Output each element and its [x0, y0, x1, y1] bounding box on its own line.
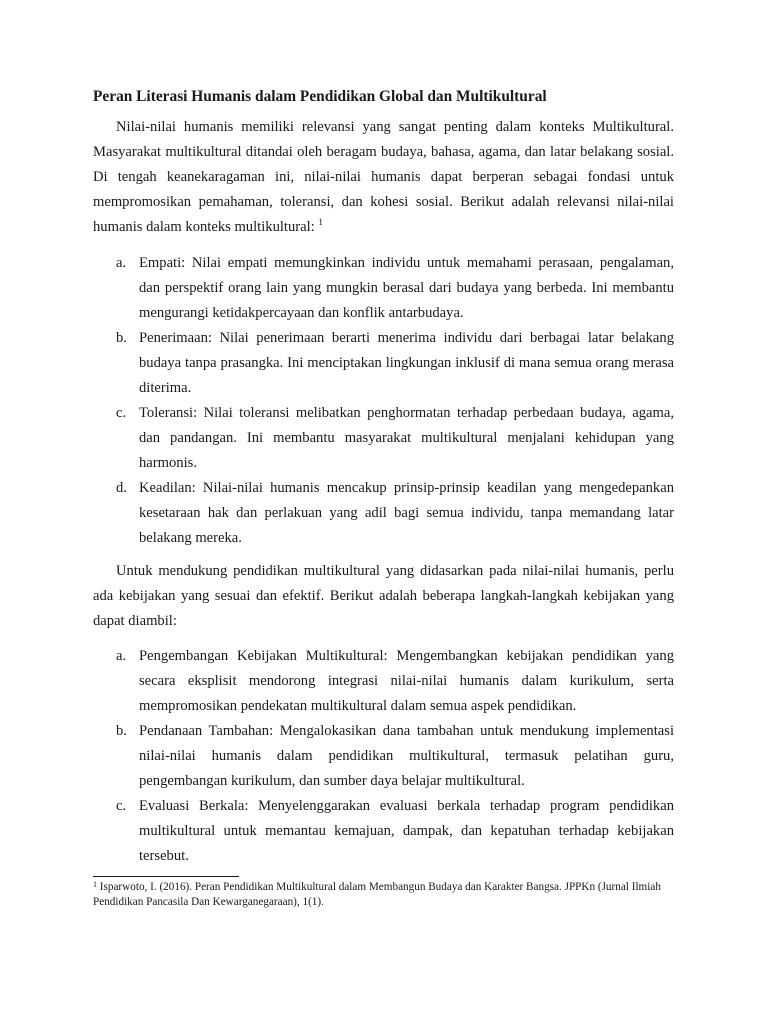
list-item — [93, 719, 674, 794]
page-body — [93, 86, 674, 869]
list-marker: b. — [116, 330, 127, 346]
list-marker: c. — [116, 798, 127, 814]
list-marker: a. — [116, 255, 127, 271]
list-item-text: Penerimaan: Nilai penerimaan berarti menerima individu dari berbagai latar belakang budaya tanpa prasangka. Ini menciptakan lingkungan inklusif di mana semua orang merasa diterima. — [139, 330, 674, 396]
policy-steps-list — [93, 644, 674, 869]
list-item-text: Empati: Nilai empati memungkinkan individu untuk memahami perasaan, pengalaman, dan perspektif orang lain yang mungkin berasal dari budaya yang berbeda. Ini membantu mengurangi ketidakpercayaan dan konflik antarbudaya. — [139, 255, 674, 321]
list-item-text: Pendanaan Tambahan: Mengalokasikan dana tambahan untuk mendukung implementasi nilai-nilai humanis dalam pendidikan multikultural, termasuk pelatihan guru, pengembangan kurikulum, dan sumber daya belajar multikultural. — [139, 723, 674, 789]
list-marker: c. — [116, 405, 127, 421]
list-marker: d. — [116, 480, 127, 496]
section-heading: Peran Literasi Humanis dalam Pendidikan Global dan Multikultural — [93, 88, 547, 105]
list-item — [93, 476, 674, 551]
list-item — [93, 251, 674, 326]
intro-paragraph — [93, 115, 674, 240]
list-marker: b. — [116, 723, 127, 739]
policy-intro-paragraph: Untuk mendukung pendidikan multikultural yang didasarkan pada nilai-nilai humanis, perlu ada kebijakan yang sesuai dan efektif. Berikut adalah beberapa langkah-langkah kebijakan yang dapat diambil: — [93, 563, 674, 629]
list-item — [93, 794, 674, 869]
footnote-separator — [93, 876, 239, 877]
footnote-reference[interactable]: 1 — [318, 217, 323, 227]
list-item-text: Toleransi: Nilai toleransi melibatkan penghormatan terhadap perbedaan budaya, agama, dan pandangan. Ini membantu masyarakat multikultural menjalani kehidupan yang harmonis. — [139, 405, 674, 471]
humanist-values-list — [93, 251, 674, 551]
intro-text: Nilai-nilai humanis memiliki relevansi yang sangat penting dalam konteks Multikultural. Masyarakat multikultural ditandai oleh beragam budaya, bahasa, agama, dan latar belakang sosial. Di tengah keanekaragaman ini, nilai-nilai humanis dapat berperan sebagai fondasi untuk mempromosikan pemahaman, toleransi, dan kohesi sosial. Berikut adalah relevansi nilai-nilai humanis dalam konteks multikultural: — [93, 119, 674, 235]
list-item-text: Keadilan: Nilai-nilai humanis mencakup prinsip-prinsip keadilan yang mengedepankan kesetaraan hak dan perlakuan yang adil bagi semua individu, tanpa memandang latar belakang mereka. — [139, 480, 674, 546]
list-item-text: Pengembangan Kebijakan Multikultural: Mengembangkan kebijakan pendidikan yang secara eksplisit mendorong integrasi nilai-nilai humanis dalam kurikulum, serta mempromosikan pendekatan multikultural dalam semua aspek pendidikan. — [139, 648, 674, 714]
list-item — [93, 401, 674, 476]
list-item-text: Evaluasi Berkala: Menyelenggarakan evaluasi berkala terhadap program pendidikan multikultural untuk memantau kemajuan, dampak, dan kepatuhan terhadap kebijakan tersebut. — [139, 798, 674, 864]
list-item — [93, 326, 674, 401]
list-marker: a. — [116, 648, 127, 664]
footnote — [93, 880, 678, 910]
footnote-text: Isparwoto, I. (2016). Peran Pendidikan Multikultural dalam Membangun Budaya dan Karakter Bangsa. JPPKn (Jurnal Ilmiah Pendidikan Pancasila Dan Kewarganegaraan), 1(1). — [93, 881, 661, 908]
footnote-number: 1 — [93, 880, 97, 889]
list-item — [93, 644, 674, 719]
